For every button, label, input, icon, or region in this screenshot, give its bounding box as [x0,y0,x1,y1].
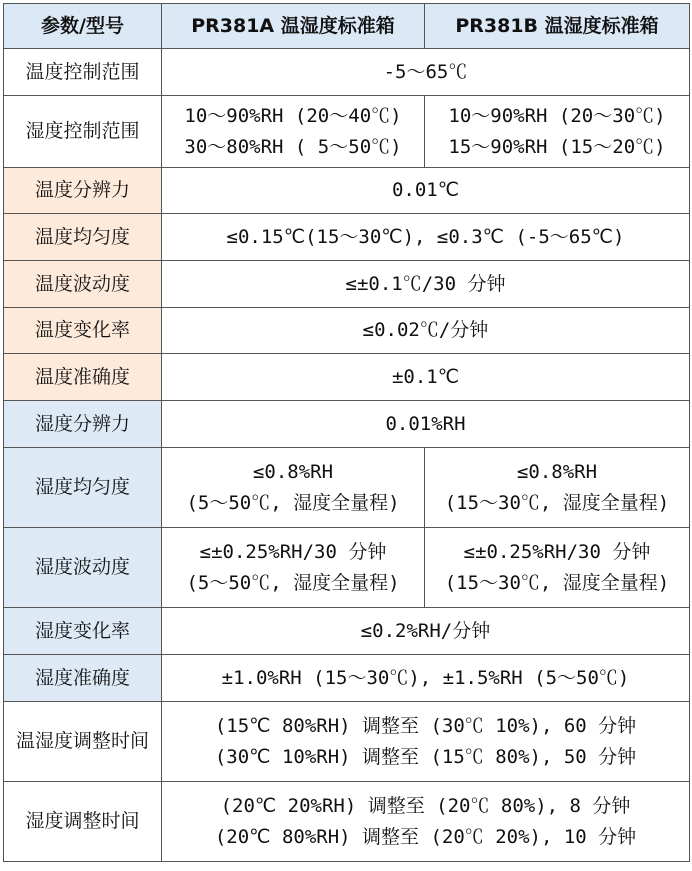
row-label: 湿度分辨力 [4,401,162,448]
table-row [4,354,690,401]
cell-line: 10～90%RH (20～30℃) [448,104,666,127]
table-row [4,168,690,214]
header-model-b: PR381B 温湿度标准箱 [425,4,690,49]
cell-line: ≤0.8%RH [516,460,598,483]
table-row [4,261,690,308]
table-row [4,782,690,862]
header-model-a: PR381A 温湿度标准箱 [162,4,425,49]
row-value: ±1.0%RH (15～30℃), ±1.5%RH (5～50℃) [162,655,690,702]
row-label: 湿度准确度 [4,655,162,702]
row-value: ≤0.02℃/分钟 [162,308,690,354]
row-label: 湿度控制范围 [4,96,162,168]
row-value: ≤0.2%RH/分钟 [162,608,690,655]
row-value: ≤0.15℃(15～30℃), ≤0.3℃ (-5～65℃) [162,214,690,261]
cell-line: ≤±0.25%RH/30 分钟 [199,540,387,563]
table-row [4,702,690,782]
table-row [4,214,690,261]
cell-line: ≤±0.25%RH/30 分钟 [463,540,651,563]
row-label: 温度均匀度 [4,214,162,261]
table-row [4,448,690,528]
row-value-b [425,96,690,168]
row-value-b [425,528,690,608]
table-row [4,528,690,608]
cell-line: (5～50℃, 湿度全量程) [186,491,400,514]
row-value-a [162,96,425,168]
row-value: 0.01℃ [162,168,690,214]
row-value-a [162,448,425,528]
row-label: 湿度均匀度 [4,448,162,528]
table-row [4,655,690,702]
row-value: -5～65℃ [162,49,690,96]
cell-line: 10～90%RH (20～40℃) [184,104,402,127]
row-value: ±0.1℃ [162,354,690,401]
cell-line: 15～90%RH (15～20℃) [448,135,666,158]
row-label: 湿度变化率 [4,608,162,655]
cell-line: (5～50℃, 湿度全量程) [186,571,400,594]
table-row [4,608,690,655]
row-label: 温度分辨力 [4,168,162,214]
row-label: 湿度波动度 [4,528,162,608]
cell-line: (20℃ 20%RH) 调整至 (20℃ 80%), 8 分钟 [220,794,631,817]
row-label: 温度变化率 [4,308,162,354]
table-row [4,401,690,448]
row-label: 湿度调整时间 [4,782,162,862]
row-label: 温湿度调整时间 [4,702,162,782]
row-label: 温度控制范围 [4,49,162,96]
cell-line: (15～30℃, 湿度全量程) [444,571,670,594]
table-header-row [4,4,690,49]
cell-line: 30～80%RH ( 5～50℃) [184,135,402,158]
table-row [4,49,690,96]
row-value [162,702,690,782]
row-value: 0.01%RH [162,401,690,448]
row-value-a [162,528,425,608]
row-label: 温度准确度 [4,354,162,401]
cell-line: ≤0.8%RH [252,460,334,483]
cell-line: (20℃ 80%RH) 调整至 (20℃ 20%), 10 分钟 [214,825,637,848]
row-value-b [425,448,690,528]
header-param: 参数/型号 [4,4,162,49]
table-row [4,96,690,168]
row-value [162,782,690,862]
row-label: 温度波动度 [4,261,162,308]
cell-line: (15℃ 80%RH) 调整至 (30℃ 10%), 60 分钟 [214,714,637,737]
spec-table [3,3,690,862]
cell-line: (15～30℃, 湿度全量程) [444,491,670,514]
cell-line: (30℃ 10%RH) 调整至 (15℃ 80%), 50 分钟 [214,745,637,768]
table-row [4,308,690,354]
row-value: ≤±0.1℃/30 分钟 [162,261,690,308]
